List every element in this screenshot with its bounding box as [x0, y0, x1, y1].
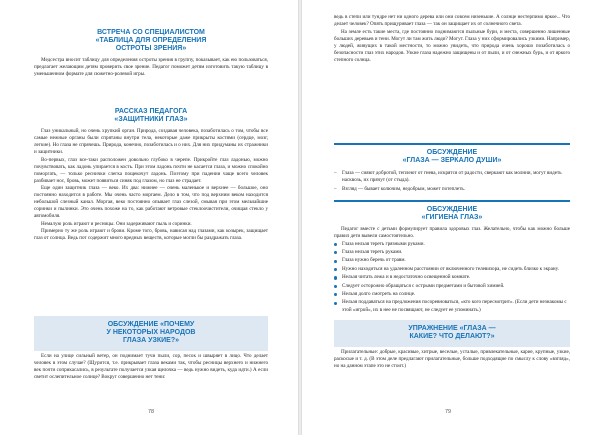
list-item: Нельзя долго смотреть на солнце. — [334, 291, 570, 298]
list-item: Нужно находиться на удаленном расстоянии от включенного телевизора, не сидеть близко к экрану. — [334, 266, 570, 273]
text-block — [334, 226, 570, 315]
paragraph: Во-первых, глаз все-таки расположен довольно глубоко в черепе. Прикройте глаз ладонью, можно почувствовать, как ладонь упирается в кость. При этом ладонь почти не касается глаза, и можно спокойно поморгать, — только реснички слегка пощекочут ладонь. Поэтому при падении чаще всего человек разбивает нос, бровь, может появиться синяк под глазом, но глаз не страдает. — [34, 156, 268, 184]
list-item: Следует осторожно обращаться с острыми предметами и бытовой химией. — [334, 283, 570, 290]
exercise-box — [334, 320, 570, 347]
text-block — [34, 57, 268, 79]
heading-rule — [334, 200, 570, 202]
heading-hygiene — [334, 206, 570, 222]
paragraph: Примерно ту же роль играют и брови. Кроме того, бровь, нависая над глазами, как козырек, защищает глаз от солнца. Ведь пот содержит много вредных веществ, которые могли бы раздражать глаза. — [34, 228, 268, 242]
heading-line: У НЕКОТОРЫХ НАРОДОВ — [106, 329, 196, 336]
paragraph: На земле есть такие места, где постоянно поднимаются пыльные бури, и места, совершенно лишенные больших деревьев и тени. Могут ли там жить люди? Могут. Глаза у них сформировались узкими. Например, у людей, живущих в такой местности, то можно увидеть, что природа очень хорошо позаботилась о безопасности глаз этих народов. Узкие глаза надежно защищены и от пыли, и от снежных бурь, и от яркого степного солнца. — [334, 28, 570, 63]
heading-line: «ЗАЩИТНИКИ ГЛАЗ» — [114, 116, 188, 123]
right-page — [302, 0, 600, 435]
heading-line: ОСТРОТЫ ЗРЕНИЯ» — [115, 45, 187, 52]
list-item: – Глаза — сияют добротой, теплеют от гнева, искрятся от радости, сверкают как молнии, могут видеть насквозь, их прячут (от стыда). — [334, 170, 562, 184]
bullet-icon — [334, 276, 337, 279]
heading-line: ВСТРЕЧА СО СПЕЦИАЛИСТОМ — [97, 29, 205, 36]
left-page — [0, 0, 298, 435]
heading-teacher-story — [34, 108, 268, 124]
bullet-icon — [334, 260, 337, 263]
text-block — [334, 349, 570, 371]
dash-list — [334, 170, 570, 194]
heading-line: ГЛАЗА УЗКИЕ?» — [122, 337, 180, 344]
text-block — [34, 353, 268, 382]
paragraph: Медсестра вносит таблицу для определения остроты зрения в группу, показывает, как ею пользоваться, предлагает желающим детям проверить свое зрение. Педагог поможет детям изготовить такую таблицу в уменьшенном формате для сюжетно-ролевой игры. — [34, 57, 268, 77]
bullet-icon — [334, 251, 337, 254]
heading-rule — [334, 143, 570, 145]
heading-line: ОБСУЖДЕНИЕ — [426, 206, 478, 213]
paragraph: Педагог вместе с детьми формулирует правила здоровых глаз. Желательно, чтобы как можно больше правил дети вывели самостоятельно. — [334, 226, 570, 239]
heading-line: «ТАБЛИЦА ДЛЯ ОПРЕДЕЛЕНИЯ — [95, 37, 207, 44]
heading-line: УПРАЖНЕНИЕ «ГЛАЗА — — [408, 325, 496, 332]
bullet-icon — [334, 302, 337, 305]
text-block — [334, 14, 570, 64]
rules-list — [334, 241, 570, 314]
bullet-icon — [334, 268, 337, 271]
list-item: – Взгляд — бывает колючим, недобрым, может потеплеть. — [334, 185, 465, 192]
paragraph: Немалую роль играют и ресницы. Они задерживают пыль и соринки. — [41, 220, 192, 227]
bullet-icon — [334, 243, 337, 246]
bullet-icon — [334, 285, 337, 288]
heading-line: ОБСУЖДЕНИЕ — [426, 149, 478, 156]
paragraph: Еще один защитник глаза — веко. Их два: нижнее — очень маленькое и верхнее — большое, оно постоянно находится в работе. Мы очень часто моргаем. Дело в том, что под верхним веком находится небольшой слезный канал. Моргая, веко постоянно опывает глаз слезой, смывая при этом мельчайшие соринки и пылинки. Это очень похоже на то, как работают ветровые стеклоочистители, очищая стекло у автомобиля. — [34, 185, 268, 220]
page-number: 79 — [445, 409, 451, 415]
heading-line: «ГЛАЗА — ЗЕРКАЛО ДУШИ» — [402, 157, 502, 164]
heading-line: РАССКАЗ ПЕДАГОГА — [114, 108, 188, 115]
paragraph: Прилагательные: добрые, красивые, хитрые, веселые, усталые, привлекательные, карие, крупные, узкие, раскосые и т. д. (В этом деле предлагают прилагательные, больше подходящие по смыслу к слову «взгляд», но на данном этапе это не стоит.) — [334, 349, 570, 369]
paragraph: Если на улице сильный ветер, он поднимает тучи пыли, сор, песок и швыряет в лицо. Что делает человек в этом случае? (Щурится, т.е. прикрывает глаза веками так, чтобы ресницы верхнего и нижнего век почти соприкасались, в результате получается узкая щелочка — ведь нужно видеть, куда идти.) А если светит ослепительное солнце? Вокруг совершенно нет тени: — [34, 353, 268, 380]
paragraph: Глаз уникальный, но очень хрупкий орган. Природа, создавая человека, позаботилась о том, чтобы все самые нежные органы были спрятаны внутри тела, некоторые даже прикрыты костями (сердце, мозг, легкие). Но глаза не спрячешь. Природа, конечно, позаботилась и о них. Для них придуманы их стражники и защитники. — [34, 128, 268, 155]
page-number: 78 — [148, 409, 154, 415]
list-item: Нельзя поддаваться на предложения посоревноваться, «кто кого пересмотрит». (Если дети незнакомы с этой «игрой», их в нее не посвящают, не следует ее упоминать.) — [334, 299, 570, 313]
bullet-icon — [334, 293, 337, 296]
heading-line: «ГИГИЕНА ГЛАЗ» — [421, 214, 483, 221]
discussion-box — [34, 316, 268, 351]
list-item: Глаза нужно беречь от травм. — [334, 257, 570, 264]
heading-mirror — [334, 149, 570, 165]
list-item: Глаза нельзя тереть руками. — [334, 249, 570, 256]
list-item: Глаза нельзя тереть грязными руками. — [334, 241, 570, 248]
paragraph: ведь в степи или тундре нет ни одного дерева или они совсем низенькие. А солнце нестерпимо яркое... Что делает человек? Опять прищуривает глаза — так он защищает их от солнечного света. — [334, 14, 570, 27]
list-item: Нельзя читать лежа и в недостаточно освещенной комнате. — [334, 274, 570, 281]
heading-line: КАКИЕ? ЧТО ДЕЛАЮТ?» — [409, 333, 495, 340]
heading-specialist — [34, 29, 268, 53]
heading-line: ОБСУЖДЕНИЕ «ПОЧЕМУ — [107, 321, 195, 328]
text-block — [34, 128, 268, 243]
